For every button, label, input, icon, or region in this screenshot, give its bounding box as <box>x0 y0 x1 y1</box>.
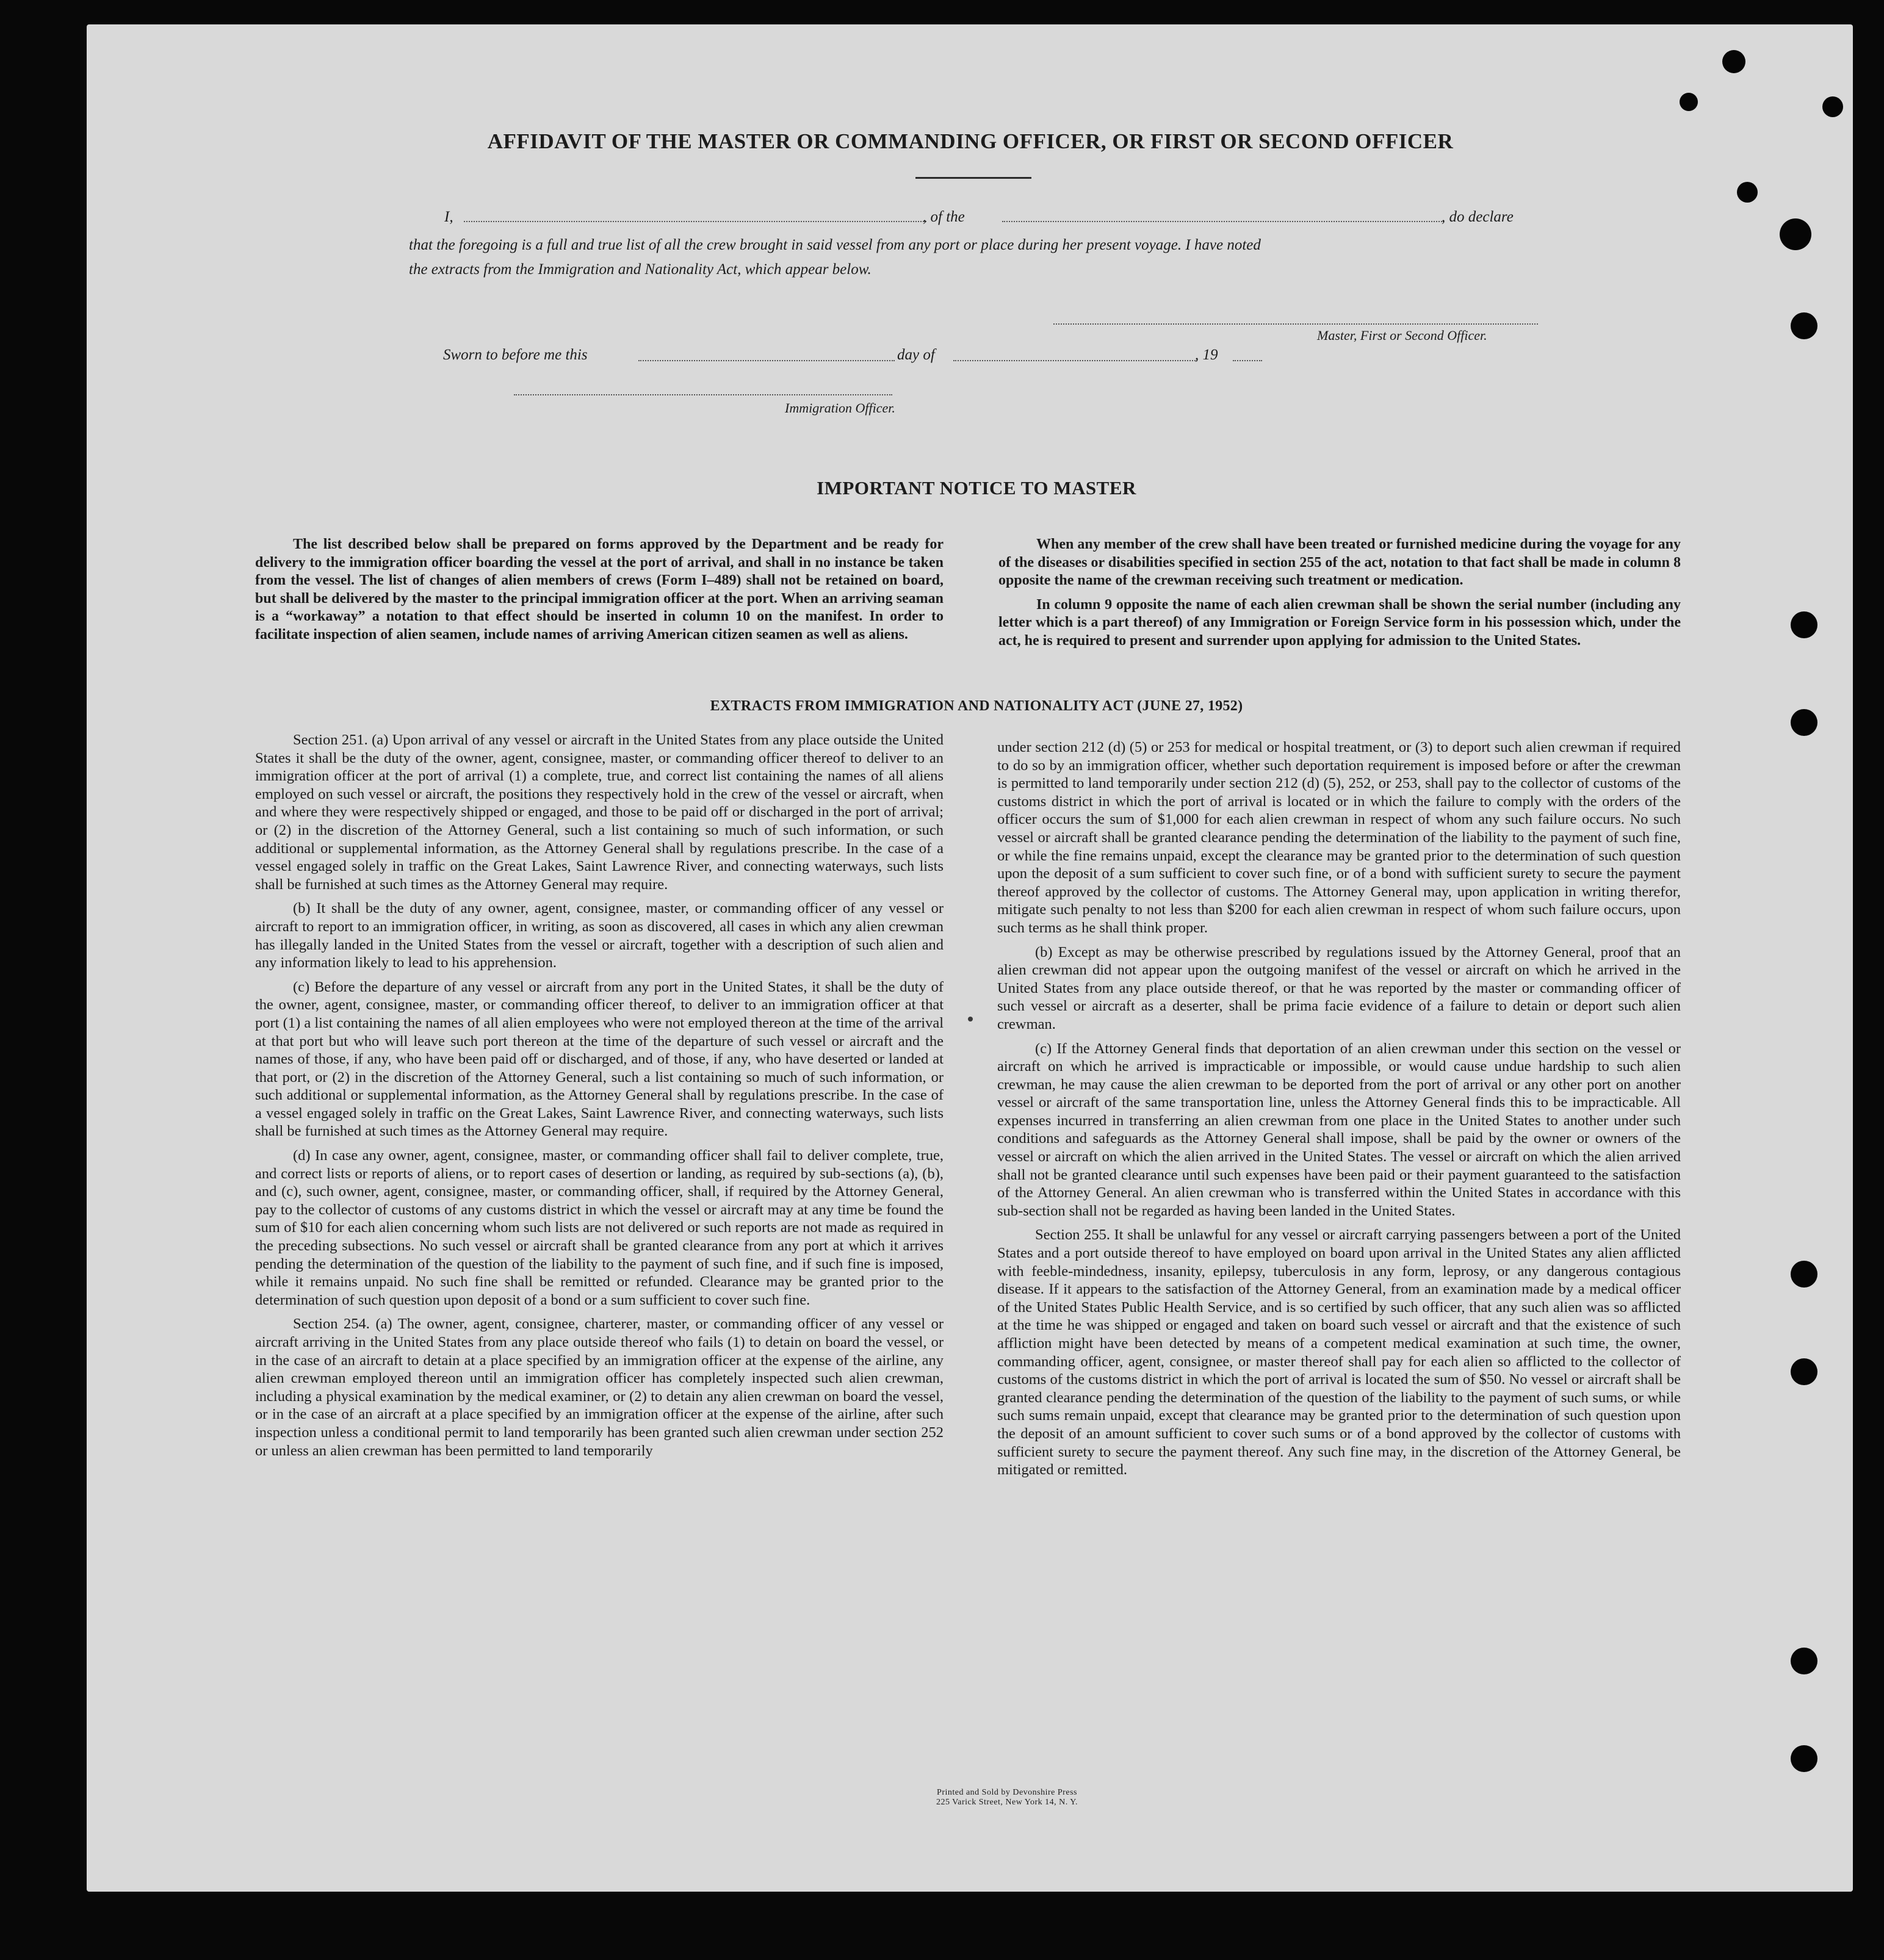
declarant-label: I, <box>444 209 453 225</box>
declaration-line-1: that the foregoing is a full and true list of all the crew brought in said vessel from any port or place during her present voyage. I have noted <box>409 237 1261 253</box>
binder-hole <box>1791 1745 1817 1772</box>
notice-title: IMPORTANT NOTICE TO MASTER <box>817 477 1136 499</box>
day-of-label: day of <box>897 347 935 363</box>
binder-hole <box>1791 709 1817 736</box>
ink-blot <box>1737 182 1758 203</box>
section-254-c: (c) If the Attorney General finds that deportation of an alien crewman under this section on the vessel or aircraft on which he arrived is impracticable or impossible, or would cause undue hardship to such alien crewman, he may cause the alien crewman to be deported from the port of arrival or any other port on another vessel or aircraft of the same transportation line, unless the Attorney General finds this to be impracticable. All expenses incurred in transferring an alien crewman from one place in the United States to another under such conditions and safeguards as the Attorney General shall impose, shall be paid by the owner or owners of the vessel or aircraft on which the alien arrived in the United States. The vessel or aircraft on which the alien arrived shall not be granted clearance until such expenses have been paid or their payment guaranteed to the satisfaction of the Attorney General. An alien crewman who is transferred within the United States in accordance with this sub-section shall not be regarded as having been landed in the United States. <box>997 1040 1681 1219</box>
year-label: , 19 <box>1195 347 1218 363</box>
sworn-label: Sworn to before me this <box>443 347 588 363</box>
section-251-b: (b) It shall be the duty of any owner, agent, consignee, master, or commanding officer of any vessel or aircraft to report to an immigration officer, in writing, as soon as discovered, all cases in which any alien crewman has illegally landed in the United States from the vessel or aircraft, together with a description of such alien and any information likely to lead to his apprehension. <box>255 900 944 971</box>
printer-line-1: Printed and Sold by Devonshire Press <box>937 1788 1077 1797</box>
section-251-a: Section 251. (a) Upon arrival of any vessel or aircraft in the United States from any place outside the United States it shall be the duty of the owner, agent, consignee, master, or commanding officer thereof to deliver to an immigration officer at the port of arrival (1) a complete, true, and correct list containing the names of all aliens employed on such vessel or aircraft, the positions they respectively hold in the crew of the vessel or aircraft, when and where they were respectively shipped or engaged, and those to be paid off or discharged in the port of arrival; or (2) in the discretion of the Attorney General, such a list containing so much of such information, or such additional or supplemental information, as the Attorney General shall by regulations prescribe. In the case of a vessel engaged solely in traffic on the Great Lakes, Saint Lawrence River, and connecting waterways, such lists shall be furnished at such times as the Attorney General may require. <box>255 732 944 893</box>
printer-line-2: 225 Varick Street, New York 14, N. Y. <box>936 1798 1078 1807</box>
binder-hole <box>1791 1358 1817 1385</box>
binder-hole <box>1791 312 1817 339</box>
extracts-right-column <box>997 738 1681 1485</box>
notice-left-paragraph: The list described below shall be prepared on forms approved by the Department and be ready for delivery to the immigration officer boarding the vessel at the port of arrival, and shall in no instance be taken from the vessel. The list of changes of alien members of crews (Form I–489) shall not be retained on board, but shall be delivered by the master to the principal immigration officer at the port. When an arriving seaman is a “workaway” a notation to that effect should be inserted in column 10 on the manifest. In order to facilitate inspection of alien seamen, include names of arriving American citizen seamen as well as aliens. <box>255 536 944 643</box>
sworn-year-field[interactable] <box>1233 360 1262 361</box>
title-underline <box>915 177 1031 179</box>
ink-blot <box>1680 93 1698 111</box>
declaration-line-2: the extracts from the Immigration and Nationality Act, which appear below. <box>409 261 872 278</box>
section-255: Section 255. It shall be unlawful for any vessel or aircraft carrying passengers between a port of the United States and a port outside thereof to have employed on board upon arrival in the United States any alien afflicted with feeble-mindedness, insanity, epilepsy, tuberculosis in any form, leprosy, or any dangerous contagious disease. If it appears to the satisfaction of the Attorney General, from an examination made by a medical officer of the United States Public Health Service, and is so certified by such officer, that any such alien was so afflicted at the time he was shipped or engaged and taken on board such vessel or aircraft and that the existence of such affliction might have been detected by means of a competent medical examination at such time, the owner, commanding officer, agent, consignee, or master thereof shall pay for each alien so afflicted to the collector of customs of the customs district in which the port of arrival is located the sum of $50. No vessel or aircraft shall be granted clearance pending the determination of the question of the liability to the payment of such sums, or while such sums remain unpaid, except that clearance may be granted prior to the determination of such question upon the deposit of an amount sufficient to cover such sums or of a bond approved by the collector of customs with sufficient surety to secure the payment thereof. Any such fine may, in the discretion of the Attorney General, be mitigated or remitted. <box>997 1227 1681 1479</box>
affidavit-title: AFFIDAVIT OF THE MASTER OR COMMANDING OFFICER, OR FIRST OR SECOND OFFICER <box>487 129 1454 153</box>
notice-left-column <box>255 536 944 650</box>
of-the-label: , of the <box>923 209 965 225</box>
binder-hole <box>1791 1648 1817 1674</box>
immigration-officer-caption: Immigration Officer. <box>785 400 895 416</box>
section-251-d: (d) In case any owner, agent, consignee, master, or commanding officer shall fail to deliver complete, true, and correct lists or reports of aliens, or to report cases of desertion or landing, as required by sub-sections (a), (b), and (c), such owner, agent, consignee, master, or commanding officer, shall, if required by the Attorney General, pay to the collector of customs of any customs district in which the vessel or aircraft may at any time be found the sum of $10 for each alien concerning whom such lists are not delivered or such reports are not made as required in the preceding subsections. No such vessel or aircraft shall be granted clearance from any port at which it arrives pending the determination of the question of the liability to the payment of such fine, and if such fine is imposed, while it remains unpaid. No such fine shall be remitted or refunded. Clearance may be granted prior to the determination of such question upon deposit of a bond or a sum sufficient to cover such fine. <box>255 1147 944 1308</box>
section-254-a-continued: under section 212 (d) (5) or 253 for medical or hospital treatment, or (3) to deport such alien crewman if required to do so by an immigration officer, whether such deportation requirement is imposed before or after the crewman is permitted to land temporarily under section 212 (d) (5), 252, or 253, shall pay to the collector of customs of the customs district in which the port of arrival is located or in which the failure to comply with the orders of the officer occurs the sum of $1,000 for each alien crewman in respect of whom any such failure occurs. No such vessel or aircraft shall be granted clearance pending the determination of the liability to the payment of such fine, or while the fine remains unpaid, except the clearance may be granted prior to the determination of such question upon the deposit of a sum sufficient to cover such fine, or of a bond with sufficient surety to secure the payment thereof approved by the collector of customs. The Attorney General may, upon application in writing therefor, mitigate such penalty to not less than $200 for each alien crewman in respect of whom such failure occurs, upon such terms as he shall think proper. <box>997 739 1681 936</box>
notice-right-paragraph-2: In column 9 opposite the name of each alien crewman shall be shown the serial number (including any letter which is a part thereof) of any Immigration or Foreign Service form in his possession which, under the act, he is required to present and surrender upon applying for admission to the United States. <box>998 596 1681 649</box>
binder-hole <box>1780 218 1811 250</box>
ink-blot <box>1822 96 1843 117</box>
binder-hole <box>1791 611 1817 638</box>
sworn-day-field[interactable] <box>638 360 895 361</box>
declarant-name-field[interactable] <box>464 221 926 222</box>
master-signature-field[interactable] <box>1053 323 1538 325</box>
notice-right-column <box>998 536 1681 656</box>
immigration-officer-signature-field[interactable] <box>514 394 892 395</box>
section-254-b: (b) Except as may be otherwise prescribed by regulations issued by the Attorney General, proof that an alien crewman did not appear upon the outgoing manifest of the vessel or aircraft on which he arrived in the United States from any place outside thereof, or that he was reported by the master or commanding officer of such vessel or aircraft as a deserter, shall be prima facie evidence of a failure to detain or deport such alien crewman. <box>997 943 1681 1032</box>
vessel-name-field[interactable] <box>1002 221 1444 222</box>
sworn-month-field[interactable] <box>953 360 1197 361</box>
section-251-c: (c) Before the departure of any vessel or aircraft from any port in the United States, it shall be the duty of the owner, agent, consignee, master, or commanding officer thereof, to deliver to an immigration officer at that port (1) a list containing the names of all alien employees who were not employed thereon at the time of the arrival at that port but who will leave such port thereon at the time of the departure of such vessel or aircraft and the names of those, if any, who have been paid off or discharged, and of those, if any, who have deserted or landed at that port, or (2) in the discretion of the Attorney General, such a list containing so much of such information, or such additional or supplemental information, as the Attorney General shall by regulations prescribe. In the case of a vessel engaged solely in traffic on the Great Lakes, Saint Lawrence River, and connecting waterways, such lists shall be furnished at such times as the Attorney General may require. <box>255 978 944 1140</box>
master-caption: Master, First or Second Officer. <box>1317 328 1487 343</box>
extracts-left-column <box>255 731 944 1466</box>
do-declare-label: , do declare <box>1442 209 1514 225</box>
notice-right-paragraph-1: When any member of the crew shall have been treated or furnished medicine during the voyage for any of the diseases or disabilities specified in section 255 of the act, notation to that fact shall be made in column 8 opposite the name of the crewman receiving such treatment or medication. <box>998 536 1681 588</box>
printer-imprint <box>793 1788 1221 1807</box>
extracts-title: EXTRACTS FROM IMMIGRATION AND NATIONALITY ACT (JUNE 27, 1952) <box>710 698 1243 714</box>
ink-blot <box>1722 50 1745 73</box>
binder-hole <box>1791 1261 1817 1288</box>
speck <box>968 1017 973 1021</box>
section-254-a: Section 254. (a) The owner, agent, consignee, charterer, master, or commanding officer of any vessel or aircraft arriving in the United States from any place outside thereof who fails (1) to detain on board the vessel, or in the case of an aircraft to detain at a place specified by an immigration officer at the expense of the airline, any alien crewman employed thereon until an immigration officer has completely inspected such alien crewman, including a physical examination by the medical examiner, or (2) to detain any alien crewman on board the vessel, or in the case of an aircraft at a place specified by an immigration officer at the expense of the airline, after such inspection unless a conditional permit to land temporarily has been granted such alien crewman under section 252 or unless an alien crewman has been permitted to land temporarily <box>255 1316 944 1459</box>
